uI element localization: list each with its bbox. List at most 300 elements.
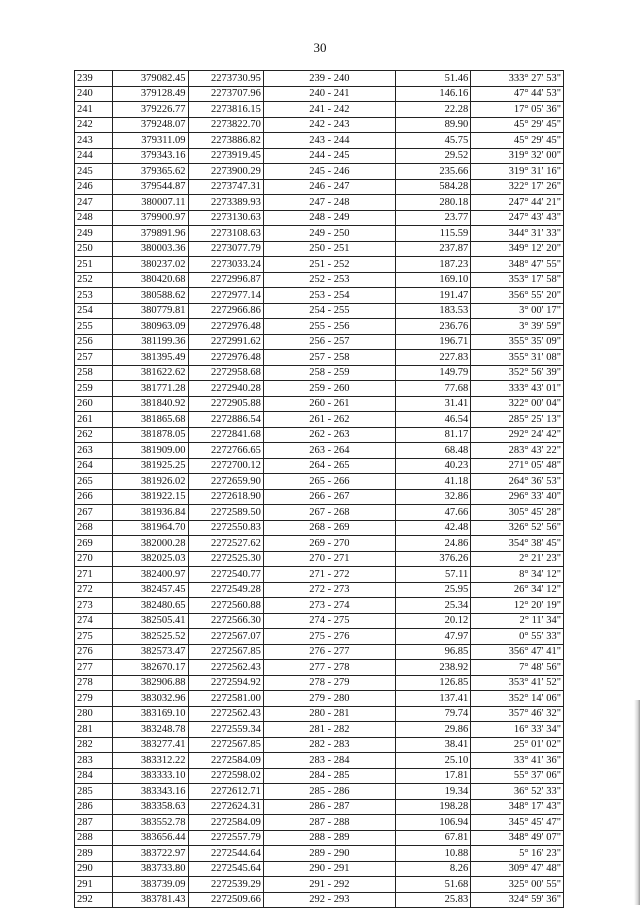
- table-row: [75, 226, 564, 242]
- x-coordinate-cell: 381925.25: [113, 458, 188, 474]
- bearing-cell: 33° 41' 36": [471, 753, 564, 769]
- length-cell: 17.81: [395, 768, 470, 784]
- y-coordinate-cell: 2272562.43: [188, 706, 263, 722]
- segment-cell: 281 - 282: [263, 722, 395, 738]
- x-coordinate-cell: 382573.47: [113, 644, 188, 660]
- segment-cell: 278 - 279: [263, 675, 395, 691]
- x-coordinate-cell: 381865.68: [113, 412, 188, 428]
- table-row: [75, 474, 564, 490]
- length-cell: 19.34: [395, 784, 470, 800]
- table-row: [75, 241, 564, 257]
- length-cell: 115.59: [395, 226, 470, 242]
- point-number-cell: 264: [75, 458, 113, 474]
- point-number-cell: 268: [75, 520, 113, 536]
- length-cell: 51.68: [395, 877, 470, 893]
- table-row: [75, 427, 564, 443]
- length-cell: 81.17: [395, 427, 470, 443]
- x-coordinate-cell: 383722.97: [113, 846, 188, 862]
- bearing-cell: 26° 34' 12": [471, 582, 564, 598]
- page-number: 30: [313, 40, 327, 55]
- point-number-cell: 260: [75, 396, 113, 412]
- segment-cell: 282 - 283: [263, 737, 395, 753]
- bearing-cell: 16° 33' 34": [471, 722, 564, 738]
- length-cell: 29.86: [395, 722, 470, 738]
- segment-cell: 260 - 261: [263, 396, 395, 412]
- x-coordinate-cell: 383312.22: [113, 753, 188, 769]
- length-cell: 584.28: [395, 179, 470, 195]
- length-cell: 25.34: [395, 598, 470, 614]
- bearing-cell: 322° 00' 04": [471, 396, 564, 412]
- x-coordinate-cell: 379226.77: [113, 102, 188, 118]
- point-number-cell: 243: [75, 133, 113, 149]
- table-row: [75, 644, 564, 660]
- y-coordinate-cell: 2272559.34: [188, 722, 263, 738]
- coordinates-table-body: [75, 71, 564, 908]
- point-number-cell: 245: [75, 164, 113, 180]
- y-coordinate-cell: 2272562.43: [188, 660, 263, 676]
- x-coordinate-cell: 382525.52: [113, 629, 188, 645]
- y-coordinate-cell: 2273730.95: [188, 71, 263, 87]
- segment-cell: 247 - 248: [263, 195, 395, 211]
- x-coordinate-cell: 379128.49: [113, 86, 188, 102]
- point-number-cell: 275: [75, 629, 113, 645]
- bearing-cell: 356° 55' 20": [471, 288, 564, 304]
- length-cell: 22.28: [395, 102, 470, 118]
- segment-cell: 263 - 264: [263, 443, 395, 459]
- length-cell: 38.41: [395, 737, 470, 753]
- y-coordinate-cell: 2272509.66: [188, 892, 263, 908]
- table-row: [75, 179, 564, 195]
- y-coordinate-cell: 2272549.28: [188, 582, 263, 598]
- table-row: [75, 846, 564, 862]
- point-number-cell: 246: [75, 179, 113, 195]
- segment-cell: 261 - 262: [263, 412, 395, 428]
- point-number-cell: 265: [75, 474, 113, 490]
- y-coordinate-cell: 2273077.79: [188, 241, 263, 257]
- x-coordinate-cell: 379311.09: [113, 133, 188, 149]
- length-cell: 23.77: [395, 210, 470, 226]
- point-number-cell: 256: [75, 334, 113, 350]
- y-coordinate-cell: 2273707.96: [188, 86, 263, 102]
- table-row: [75, 195, 564, 211]
- point-number-cell: 261: [75, 412, 113, 428]
- x-coordinate-cell: 382505.41: [113, 613, 188, 629]
- y-coordinate-cell: 2272584.09: [188, 815, 263, 831]
- table-row: [75, 861, 564, 877]
- point-number-cell: 269: [75, 536, 113, 552]
- y-coordinate-cell: 2272544.64: [188, 846, 263, 862]
- x-coordinate-cell: 383277.41: [113, 737, 188, 753]
- segment-cell: 283 - 284: [263, 753, 395, 769]
- bearing-cell: 349° 12' 20": [471, 241, 564, 257]
- y-coordinate-cell: 2273033.24: [188, 257, 263, 273]
- length-cell: 8.26: [395, 861, 470, 877]
- table-row: [75, 443, 564, 459]
- length-cell: 57.11: [395, 567, 470, 583]
- length-cell: 10.88: [395, 846, 470, 862]
- x-coordinate-cell: 383552.78: [113, 815, 188, 831]
- y-coordinate-cell: 2272659.90: [188, 474, 263, 490]
- segment-cell: 251 - 252: [263, 257, 395, 273]
- x-coordinate-cell: 383656.44: [113, 830, 188, 846]
- y-coordinate-cell: 2273886.82: [188, 133, 263, 149]
- bearing-cell: 353° 17' 58": [471, 272, 564, 288]
- point-number-cell: 286: [75, 799, 113, 815]
- bearing-cell: 333° 43' 01": [471, 381, 564, 397]
- length-cell: 126.85: [395, 675, 470, 691]
- y-coordinate-cell: 2273130.63: [188, 210, 263, 226]
- point-number-cell: 251: [75, 257, 113, 273]
- bearing-cell: 247° 43' 43": [471, 210, 564, 226]
- y-coordinate-cell: 2272567.85: [188, 737, 263, 753]
- table-row: [75, 164, 564, 180]
- table-row: [75, 877, 564, 893]
- segment-cell: 245 - 246: [263, 164, 395, 180]
- table-row: [75, 706, 564, 722]
- x-coordinate-cell: 383781.43: [113, 892, 188, 908]
- table-row: [75, 86, 564, 102]
- x-coordinate-cell: 379900.97: [113, 210, 188, 226]
- segment-cell: 240 - 241: [263, 86, 395, 102]
- x-coordinate-cell: 383739.09: [113, 877, 188, 893]
- bearing-cell: 36° 52' 33": [471, 784, 564, 800]
- point-number-cell: 276: [75, 644, 113, 660]
- table-row: [75, 272, 564, 288]
- y-coordinate-cell: 2272624.31: [188, 799, 263, 815]
- table-row: [75, 520, 564, 536]
- length-cell: 238.92: [395, 660, 470, 676]
- bearing-cell: 3° 00' 17": [471, 303, 564, 319]
- y-coordinate-cell: 2272612.71: [188, 784, 263, 800]
- segment-cell: 289 - 290: [263, 846, 395, 862]
- segment-cell: 266 - 267: [263, 489, 395, 505]
- segment-cell: 267 - 268: [263, 505, 395, 521]
- point-number-cell: 271: [75, 567, 113, 583]
- bearing-cell: 325° 00' 55": [471, 877, 564, 893]
- y-coordinate-cell: 2272594.92: [188, 675, 263, 691]
- bearing-cell: 17° 05' 36": [471, 102, 564, 118]
- table-row: [75, 629, 564, 645]
- y-coordinate-cell: 2273389.93: [188, 195, 263, 211]
- y-coordinate-cell: 2272996.87: [188, 272, 263, 288]
- segment-cell: 250 - 251: [263, 241, 395, 257]
- point-number-cell: 291: [75, 877, 113, 893]
- y-coordinate-cell: 2272977.14: [188, 288, 263, 304]
- point-number-cell: 282: [75, 737, 113, 753]
- x-coordinate-cell: 381936.84: [113, 505, 188, 521]
- table-row: [75, 799, 564, 815]
- length-cell: 187.23: [395, 257, 470, 273]
- length-cell: 40.23: [395, 458, 470, 474]
- length-cell: 51.46: [395, 71, 470, 87]
- x-coordinate-cell: 381395.49: [113, 350, 188, 366]
- table-row: [75, 133, 564, 149]
- segment-cell: 254 - 255: [263, 303, 395, 319]
- table-row: [75, 675, 564, 691]
- bearing-cell: 2° 21' 23": [471, 551, 564, 567]
- bearing-cell: 292° 24' 42": [471, 427, 564, 443]
- bearing-cell: 12° 20' 19": [471, 598, 564, 614]
- length-cell: 45.75: [395, 133, 470, 149]
- length-cell: 67.81: [395, 830, 470, 846]
- point-number-cell: 287: [75, 815, 113, 831]
- bearing-cell: 348° 17' 43": [471, 799, 564, 815]
- table-row: [75, 365, 564, 381]
- point-number-cell: 283: [75, 753, 113, 769]
- segment-cell: 271 - 272: [263, 567, 395, 583]
- length-cell: 237.87: [395, 241, 470, 257]
- y-coordinate-cell: 2273747.31: [188, 179, 263, 195]
- y-coordinate-cell: 2272527.62: [188, 536, 263, 552]
- x-coordinate-cell: 379891.96: [113, 226, 188, 242]
- point-number-cell: 277: [75, 660, 113, 676]
- bearing-cell: 0° 55' 33": [471, 629, 564, 645]
- point-number-cell: 242: [75, 117, 113, 133]
- x-coordinate-cell: 383733.80: [113, 861, 188, 877]
- y-coordinate-cell: 2272700.12: [188, 458, 263, 474]
- segment-cell: 249 - 250: [263, 226, 395, 242]
- point-number-cell: 273: [75, 598, 113, 614]
- segment-cell: 241 - 242: [263, 102, 395, 118]
- segment-cell: 242 - 243: [263, 117, 395, 133]
- x-coordinate-cell: 382400.97: [113, 567, 188, 583]
- y-coordinate-cell: 2272584.09: [188, 753, 263, 769]
- segment-cell: 291 - 292: [263, 877, 395, 893]
- y-coordinate-cell: 2272566.30: [188, 613, 263, 629]
- segment-cell: 269 - 270: [263, 536, 395, 552]
- segment-cell: 256 - 257: [263, 334, 395, 350]
- x-coordinate-cell: 380420.68: [113, 272, 188, 288]
- length-cell: 227.83: [395, 350, 470, 366]
- point-number-cell: 280: [75, 706, 113, 722]
- segment-cell: 244 - 245: [263, 148, 395, 164]
- y-coordinate-cell: 2272958.68: [188, 365, 263, 381]
- length-cell: 25.83: [395, 892, 470, 908]
- table-row: [75, 613, 564, 629]
- point-number-cell: 244: [75, 148, 113, 164]
- bearing-cell: 348° 49' 07": [471, 830, 564, 846]
- length-cell: 169.10: [395, 272, 470, 288]
- length-cell: 68.48: [395, 443, 470, 459]
- segment-cell: 277 - 278: [263, 660, 395, 676]
- x-coordinate-cell: 379248.07: [113, 117, 188, 133]
- x-coordinate-cell: 382457.45: [113, 582, 188, 598]
- point-number-cell: 284: [75, 768, 113, 784]
- segment-cell: 286 - 287: [263, 799, 395, 815]
- bearing-cell: 305° 45' 28": [471, 505, 564, 521]
- x-coordinate-cell: 381878.05: [113, 427, 188, 443]
- point-number-cell: 266: [75, 489, 113, 505]
- segment-cell: 274 - 275: [263, 613, 395, 629]
- x-coordinate-cell: 379544.87: [113, 179, 188, 195]
- bearing-cell: 8° 34' 12": [471, 567, 564, 583]
- table-row: [75, 691, 564, 707]
- y-coordinate-cell: 2272886.54: [188, 412, 263, 428]
- bearing-cell: 285° 25' 13": [471, 412, 564, 428]
- bearing-cell: 247° 44' 21": [471, 195, 564, 211]
- y-coordinate-cell: 2272525.30: [188, 551, 263, 567]
- length-cell: 280.18: [395, 195, 470, 211]
- table-row: [75, 71, 564, 87]
- x-coordinate-cell: 381840.92: [113, 396, 188, 412]
- segment-cell: 287 - 288: [263, 815, 395, 831]
- segment-cell: 273 - 274: [263, 598, 395, 614]
- segment-cell: 270 - 271: [263, 551, 395, 567]
- table-row: [75, 148, 564, 164]
- length-cell: 235.66: [395, 164, 470, 180]
- y-coordinate-cell: 2272567.85: [188, 644, 263, 660]
- segment-cell: 290 - 291: [263, 861, 395, 877]
- x-coordinate-cell: 379082.45: [113, 71, 188, 87]
- length-cell: 183.53: [395, 303, 470, 319]
- length-cell: 31.41: [395, 396, 470, 412]
- x-coordinate-cell: 381964.70: [113, 520, 188, 536]
- point-number-cell: 259: [75, 381, 113, 397]
- table-row: [75, 102, 564, 118]
- y-coordinate-cell: 2272976.48: [188, 350, 263, 366]
- segment-cell: 265 - 266: [263, 474, 395, 490]
- bearing-cell: 296° 33' 40": [471, 489, 564, 505]
- length-cell: 25.95: [395, 582, 470, 598]
- length-cell: 24.86: [395, 536, 470, 552]
- scan-edge-shadow: [634, 700, 640, 905]
- x-coordinate-cell: 383343.16: [113, 784, 188, 800]
- length-cell: 47.66: [395, 505, 470, 521]
- x-coordinate-cell: 381926.02: [113, 474, 188, 490]
- bearing-cell: 355° 31' 08": [471, 350, 564, 366]
- y-coordinate-cell: 2272766.65: [188, 443, 263, 459]
- table-row: [75, 830, 564, 846]
- x-coordinate-cell: 383169.10: [113, 706, 188, 722]
- bearing-cell: 283° 43' 22": [471, 443, 564, 459]
- table-row: [75, 288, 564, 304]
- table-row: [75, 815, 564, 831]
- point-number-cell: 247: [75, 195, 113, 211]
- point-number-cell: 288: [75, 830, 113, 846]
- y-coordinate-cell: 2273108.63: [188, 226, 263, 242]
- x-coordinate-cell: 380779.81: [113, 303, 188, 319]
- y-coordinate-cell: 2272841.68: [188, 427, 263, 443]
- length-cell: 89.90: [395, 117, 470, 133]
- table-row: [75, 303, 564, 319]
- table-row: [75, 737, 564, 753]
- length-cell: 196.71: [395, 334, 470, 350]
- segment-cell: 259 - 260: [263, 381, 395, 397]
- y-coordinate-cell: 2272976.48: [188, 319, 263, 335]
- table-row: [75, 660, 564, 676]
- segment-cell: 279 - 280: [263, 691, 395, 707]
- y-coordinate-cell: 2273822.70: [188, 117, 263, 133]
- x-coordinate-cell: 382000.28: [113, 536, 188, 552]
- y-coordinate-cell: 2272557.79: [188, 830, 263, 846]
- y-coordinate-cell: 2272905.88: [188, 396, 263, 412]
- y-coordinate-cell: 2272581.00: [188, 691, 263, 707]
- point-number-cell: 262: [75, 427, 113, 443]
- bearing-cell: 333° 27' 53": [471, 71, 564, 87]
- y-coordinate-cell: 2272598.02: [188, 768, 263, 784]
- length-cell: 198.28: [395, 799, 470, 815]
- length-cell: 106.94: [395, 815, 470, 831]
- segment-cell: 285 - 286: [263, 784, 395, 800]
- segment-cell: 258 - 259: [263, 365, 395, 381]
- bearing-cell: 353° 41' 52": [471, 675, 564, 691]
- segment-cell: 276 - 277: [263, 644, 395, 660]
- bearing-cell: 345° 45' 47": [471, 815, 564, 831]
- y-coordinate-cell: 2272540.77: [188, 567, 263, 583]
- length-cell: 137.41: [395, 691, 470, 707]
- segment-cell: 268 - 269: [263, 520, 395, 536]
- length-cell: 96.85: [395, 644, 470, 660]
- x-coordinate-cell: 380588.62: [113, 288, 188, 304]
- bearing-cell: 355° 35' 09": [471, 334, 564, 350]
- bearing-cell: 309° 47' 48": [471, 861, 564, 877]
- x-coordinate-cell: 380007.11: [113, 195, 188, 211]
- bearing-cell: 264° 36' 53": [471, 474, 564, 490]
- point-number-cell: 258: [75, 365, 113, 381]
- bearing-cell: 271° 05' 48": [471, 458, 564, 474]
- table-row: [75, 319, 564, 335]
- point-number-cell: 279: [75, 691, 113, 707]
- table-row: [75, 210, 564, 226]
- segment-cell: 246 - 247: [263, 179, 395, 195]
- y-coordinate-cell: 2272567.07: [188, 629, 263, 645]
- point-number-cell: 281: [75, 722, 113, 738]
- point-number-cell: 248: [75, 210, 113, 226]
- table-row: [75, 784, 564, 800]
- x-coordinate-cell: 382670.17: [113, 660, 188, 676]
- table-row: [75, 396, 564, 412]
- y-coordinate-cell: 2272940.28: [188, 381, 263, 397]
- point-number-cell: 292: [75, 892, 113, 908]
- x-coordinate-cell: 383333.10: [113, 768, 188, 784]
- table-row: [75, 381, 564, 397]
- table-row: [75, 567, 564, 583]
- length-cell: 32.86: [395, 489, 470, 505]
- table-row: [75, 458, 564, 474]
- bearing-cell: 45° 29' 45": [471, 133, 564, 149]
- point-number-cell: 252: [75, 272, 113, 288]
- table-row: [75, 753, 564, 769]
- table-row: [75, 536, 564, 552]
- point-number-cell: 239: [75, 71, 113, 87]
- point-number-cell: 270: [75, 551, 113, 567]
- segment-cell: 262 - 263: [263, 427, 395, 443]
- point-number-cell: 257: [75, 350, 113, 366]
- table-row: [75, 350, 564, 366]
- point-number-cell: 272: [75, 582, 113, 598]
- x-coordinate-cell: 379365.62: [113, 164, 188, 180]
- y-coordinate-cell: 2272966.86: [188, 303, 263, 319]
- y-coordinate-cell: 2272550.83: [188, 520, 263, 536]
- y-coordinate-cell: 2272589.50: [188, 505, 263, 521]
- length-cell: 42.48: [395, 520, 470, 536]
- bearing-cell: 319° 32' 00": [471, 148, 564, 164]
- segment-cell: 239 - 240: [263, 71, 395, 87]
- table-row: [75, 768, 564, 784]
- point-number-cell: 290: [75, 861, 113, 877]
- table-row: [75, 505, 564, 521]
- bearing-cell: 357° 46' 32": [471, 706, 564, 722]
- segment-cell: 272 - 273: [263, 582, 395, 598]
- segment-cell: 243 - 244: [263, 133, 395, 149]
- bearing-cell: 2° 11' 34": [471, 613, 564, 629]
- table-row: [75, 334, 564, 350]
- bearing-cell: 55° 37' 06": [471, 768, 564, 784]
- segment-cell: 284 - 285: [263, 768, 395, 784]
- point-number-cell: 253: [75, 288, 113, 304]
- point-number-cell: 289: [75, 846, 113, 862]
- x-coordinate-cell: 382025.03: [113, 551, 188, 567]
